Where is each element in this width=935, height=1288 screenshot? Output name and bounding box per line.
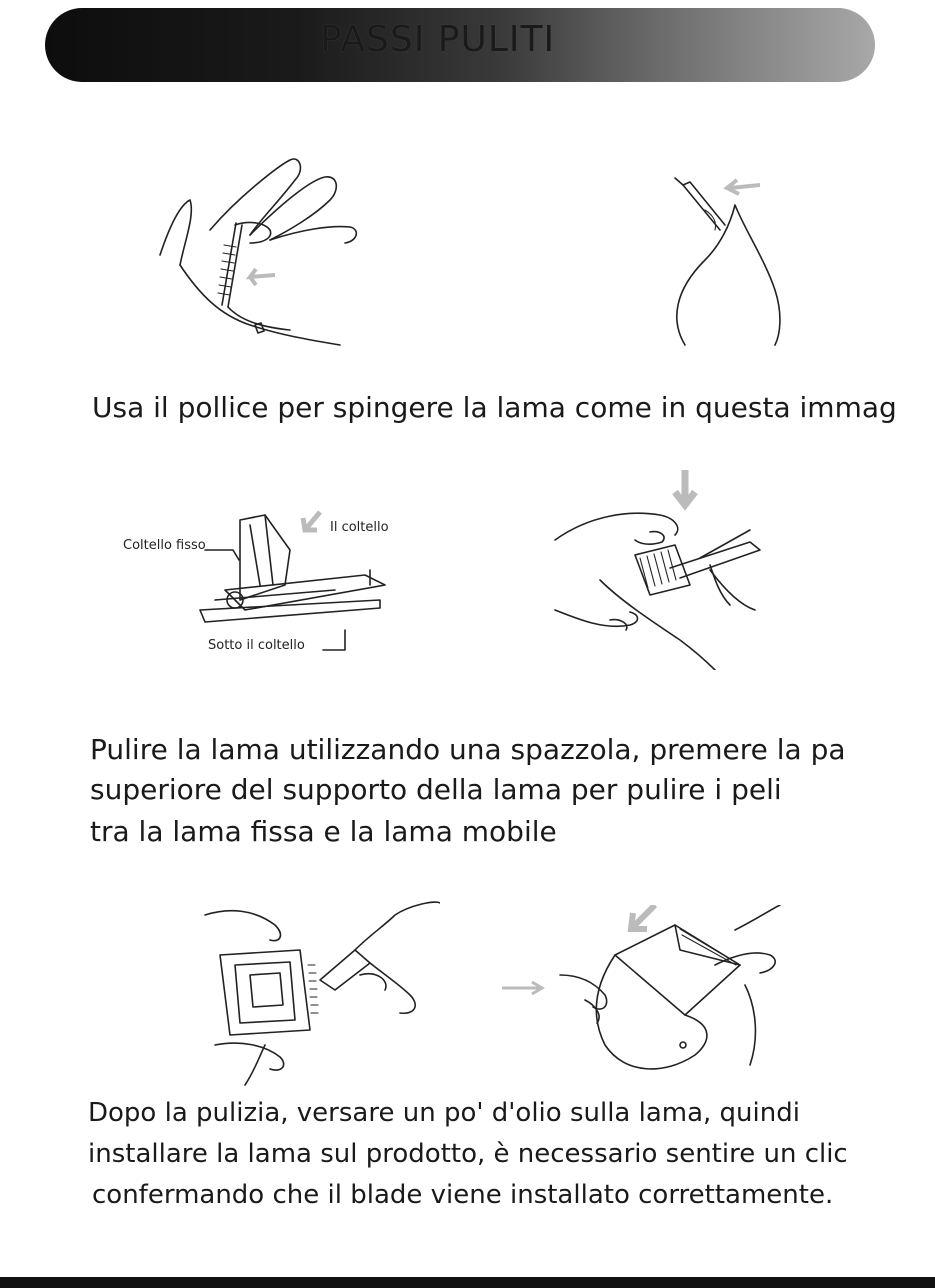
- section2-caption-line3: tra la lama fissa e la lama mobile: [90, 815, 557, 848]
- bottom-border: [0, 1277, 935, 1288]
- label-fixed-knife: Coltello fisso: [123, 538, 206, 553]
- blade-parts-diagram: [195, 490, 395, 655]
- blade-removal-illustration: [665, 170, 795, 350]
- oil-dropper-illustration: [200, 895, 440, 1090]
- section1-caption: Usa il pollice per spingere la lama come in questa immag: [92, 391, 897, 424]
- brush-cleaning-illustration: [550, 470, 780, 670]
- page-title: PASSI PULITI: [320, 19, 556, 60]
- section2-caption-line2: superiore del supporto della lama per pulire i peli: [90, 773, 782, 806]
- section3-caption-line2: installare la lama sul prodotto, è necessario sentire un clic: [88, 1139, 848, 1169]
- section3-caption-line1: Dopo la pulizia, versare un po' d'olio sulla lama, quindi: [88, 1098, 800, 1128]
- label-knife: Il coltello: [330, 520, 389, 535]
- hand-pushing-blade-illustration: [140, 145, 380, 365]
- section2-caption-line1: Pulire la lama utilizzando una spazzola, premere la pa: [90, 733, 846, 766]
- blade-installation-illustration: [555, 905, 785, 1080]
- arrow-icon: [500, 978, 550, 998]
- label-under-knife: Sotto il coltello: [208, 638, 305, 653]
- section3-caption-line3: confermando che il blade viene installato correttamente.: [92, 1180, 834, 1210]
